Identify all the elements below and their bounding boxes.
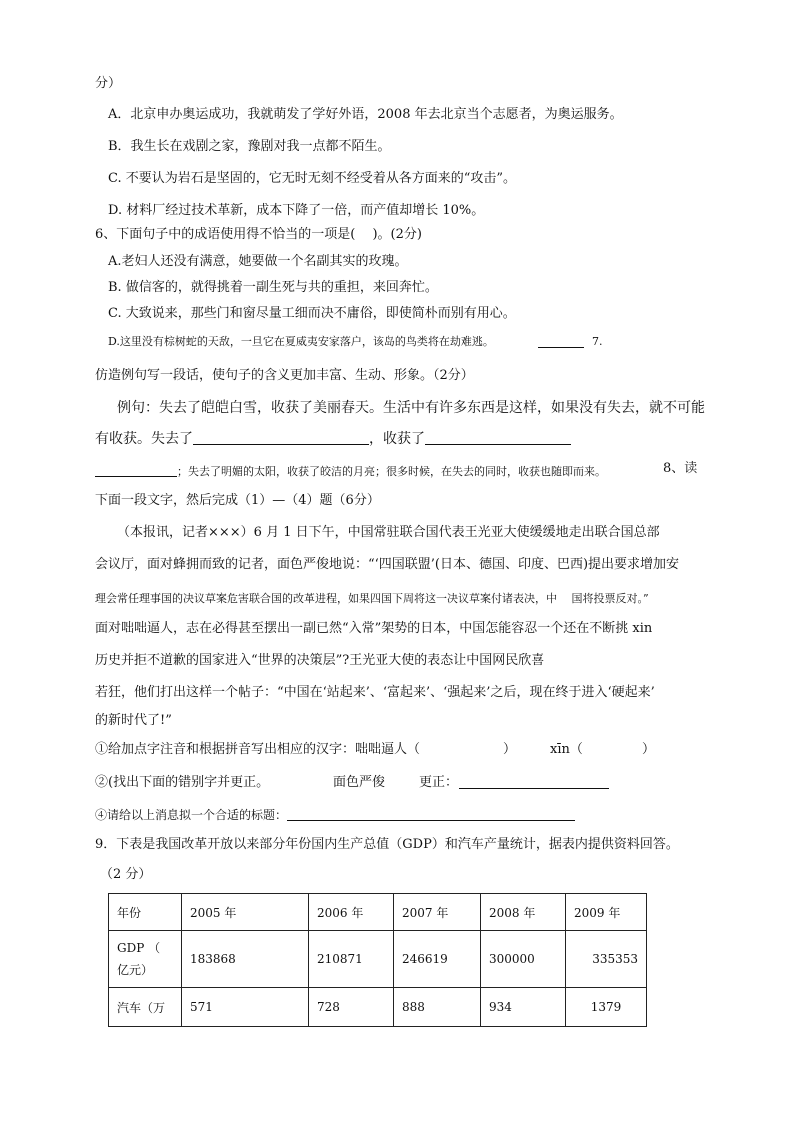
q7-stem: 仿造例句写一段话，使句子的含义更加丰富、生动、形象。（2分） bbox=[95, 368, 474, 383]
table-cell: 183868 bbox=[182, 931, 309, 988]
q7-text-gain: ，收获了 bbox=[369, 431, 425, 447]
table-cell: 1379 bbox=[566, 988, 647, 1027]
q6-stem: 6、下面句子中的成语使用得不恰当的一项是( )。(2分) bbox=[95, 227, 422, 242]
q5-option-b: B．我生长在戏剧之家，豫剧对我一点都不陌生。 bbox=[108, 139, 391, 154]
q9-stem: 9．下表是我国改革开放以来部分年份国内生产总值（GDP）和汽车产量统计，据表内提供资料回答。 bbox=[95, 837, 679, 852]
q8-passage-line-4: 面对咄咄逼人，志在必得甚至摆出一副已然“入常”架势的日本，中国怎能容忍一个还在不断挑 xin bbox=[95, 621, 653, 636]
gdp-car-table bbox=[108, 893, 647, 1027]
q6-option-a: A.老妇人还没有满意，她要做一个名副其实的玫瑰。 bbox=[108, 254, 408, 269]
q8-sub4-answer-line[interactable] bbox=[287, 806, 575, 825]
q8-number: 8、读 bbox=[663, 461, 698, 476]
q7-example: 例句：失去了皑皑白雪，收获了美丽春天。生活中有许多东西是这样，如果没有失去，就不可能 bbox=[117, 400, 705, 416]
q7-text-lose: 有收获。失去了 bbox=[95, 431, 193, 447]
table-cell: 2009 年 bbox=[566, 894, 647, 931]
table-cell: 2005 年 bbox=[182, 894, 309, 931]
q8-passage-line-1: （本报讯，记者×××）6 月 1 日下午，中国常驻联合国代表王光亚大使缓缓地走出联合国总部 bbox=[117, 525, 660, 540]
q5-option-a: A．北京申办奥运成功，我就萌发了学好外语，2008 年去北京当个志愿者，为奥运服务。 bbox=[108, 107, 623, 122]
q8-passage-line-5: 历史并拒不道歉的国家进入“世界的决策层”?王光亚大使的表态让中国网民欣喜 bbox=[95, 653, 545, 668]
q9-points: （2 分） bbox=[100, 867, 152, 882]
table-cell: 934 bbox=[481, 988, 566, 1027]
table-cell: 888 bbox=[394, 988, 481, 1027]
q6-option-c: C. 大致说来，那些门和窗尽量工细而决不庸俗，即使简朴而别有用心。 bbox=[108, 306, 516, 321]
q8-passage-line-3: 理会常任理事国的决议草案危害联合国的改革进程，如果四国下周将这一决议草案付诸表决，中 国将投票反对。” bbox=[95, 592, 649, 605]
q8-sub1-close-2: ） bbox=[642, 742, 656, 757]
q7-blank-gain[interactable] bbox=[425, 430, 571, 445]
q8-passage-line-2: 会议厅，面对蜂拥而致的记者，面色严俊地说：“‘四国联盟’(日本、德国、印度、巴西)提出要求增加安 bbox=[95, 557, 680, 572]
table-cell: 2007 年 bbox=[394, 894, 481, 931]
q6-option-b: B. 做信客的，就得挑着一副生死与共的重担，来回奔忙。 bbox=[108, 280, 438, 295]
q7-line3-text: ；失去了明媚的太阳，收获了皎洁的月亮；很多时候，在失去的同时，收获也随即而来。 bbox=[177, 465, 606, 478]
table-cell: 汽车（万 bbox=[109, 988, 182, 1027]
q8-sub1-prefix: ①给加点字注音和根据拼音写出相应的汉字：咄咄逼人（ bbox=[95, 742, 421, 757]
q7-line3 bbox=[95, 462, 606, 481]
q5-option-c: C. 不要认为岩石是坚固的，它无时无刻不经受着从各方面来的“攻击”。 bbox=[108, 171, 517, 186]
q8-sub4-prompt: ④请给以上消息拟一个合适的标题： bbox=[95, 808, 288, 822]
q5-option-d: D. 材料厂经过技术革新，成本下降了一倍，而产值却增长 10%。 bbox=[108, 203, 485, 218]
q7-number: 7. bbox=[592, 335, 603, 348]
table-cell: 246619 bbox=[394, 931, 481, 988]
q8-stem: 下面一段文字，然后完成（1）—（4）题（6分） bbox=[95, 493, 380, 508]
table-cell: 571 bbox=[182, 988, 309, 1027]
q8-sub2-correct-label: 更正： bbox=[419, 775, 459, 790]
question-fragment: 分） bbox=[95, 76, 122, 91]
q8-passage-line-6: 若狂，他们打出这样一个帖子：“中国在‘站起来’、‘富起来’、‘强起来’之后，现在终于进入‘硬起来’ bbox=[95, 685, 655, 700]
table-cell: 年份 bbox=[109, 894, 182, 931]
table-cell: 335353 bbox=[566, 931, 647, 988]
table-cell: 210871 bbox=[309, 931, 394, 988]
q8-sub2-answer-line[interactable] bbox=[459, 774, 609, 793]
q6-option-d: D.这里没有棕树蛇的天敌，一旦它在夏威夷安家落户，该岛的鸟类将在劫难逃。 bbox=[108, 335, 494, 348]
table-cell: 300000 bbox=[481, 931, 566, 988]
q6-option-d-underline bbox=[538, 333, 584, 352]
q7-blank-line3[interactable] bbox=[95, 462, 177, 477]
table-row bbox=[109, 931, 647, 988]
table-cell: 2006 年 bbox=[309, 894, 394, 931]
table-cell: 728 bbox=[309, 988, 394, 1027]
q8-sub2-phrase: 面色严俊 bbox=[333, 775, 386, 790]
q8-sub1-pinyin: xīn（ bbox=[550, 742, 583, 757]
table-row bbox=[109, 988, 647, 1027]
q7-blank-lose[interactable] bbox=[193, 430, 369, 445]
table-cell: 2008 年 bbox=[481, 894, 566, 931]
q8-sub2-prefix: ②(找出下面的错别字并更正。 bbox=[95, 775, 270, 790]
q8-sub1-close-1: ） bbox=[503, 742, 517, 757]
table-header-row bbox=[109, 894, 647, 931]
q8-passage-line-7: 的新时代了!” bbox=[95, 713, 172, 728]
q7-line2 bbox=[95, 430, 571, 448]
table-cell: GDP （ 亿元） bbox=[109, 931, 182, 988]
